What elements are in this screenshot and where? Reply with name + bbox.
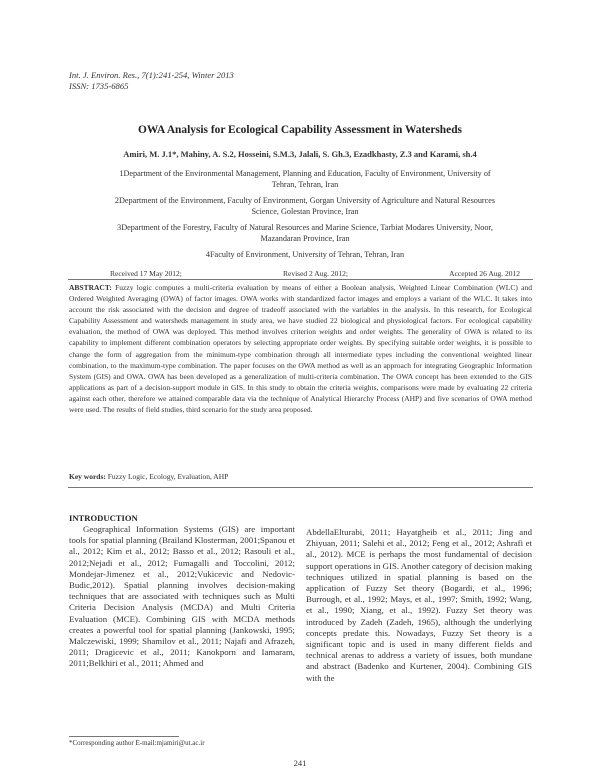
- section-heading-introduction: INTRODUCTION: [69, 513, 138, 523]
- keywords: [69, 472, 228, 481]
- abstract-label: ABSTRACT:: [69, 283, 112, 292]
- intro-right-paragraph: AbdellaElturabi, 2011; Hayatgheib et al., 2011; Jing and Zhiyuan, 2011; Salehi et al., 2012; Feng et al., 2012; Ashrafi et al., 2012). MCE is perhaps the most fundamental of decision support operations in GIS. Another category of decision making techniques utilized in spatial planning is based on the application of Fuzzy Set theory (Bogardi, et al., 1996; Burrough, et al., 1992; Mays, et al., 1997; Smith, 1992; Wang, et al., 1990; Xiang, et al., 1992). Fuzzy Set theory was introduced by Zadeh (Zadeh, 1965), although the underlying concepts predate this. Nowadays, Fuzzy Set theory is a significant topic and is used in many different fields and technical arenas to address a variety of issues, both mundane and abstract (Badenko and Kurtener, 2004). Combining GIS with the: [306, 527, 532, 683]
- revised-date: Revised 2 Aug. 2012;: [283, 269, 349, 278]
- keywords-text: Fuzzy Logic, Ecology, Evaluation, AHP: [105, 472, 229, 481]
- author-list: Amiri, M. J.1*, Mahiny, A. S.2, Hosseini, S.M.3, Jalali, S. Gh.3, Ezadkhasty, Z.3 and Karami, sh.4: [123, 149, 477, 159]
- received-date: Received 17 May 2012;: [110, 269, 182, 278]
- submission-dates: [110, 269, 520, 278]
- abstract-bottom-rule: [68, 487, 533, 488]
- affiliation-4: 4Faculty of Environment, University of Tehran, Tehran, Iran: [205, 250, 405, 259]
- intro-right-column: [306, 527, 532, 684]
- intro-left-paragraph: Geographical Information Systems (GIS) are important tools for spatial planning (Brailand Klosterman, 2001;Spanou et al., 2012; Kim et al., 2012; Basso et al., 2012; Rasouli et al., 2012;Nejadi et al., 2012; Fumagalli and Toccolini, 2012; Mondejar-Jimenez et al., 2012;Vukicevic and Nedovic-Budic,2012). Spatial planning involves decision-making techniques that are associated with techniques such as Multi Criteria Decision Analysis (MCDA) and Multi Criteria Evaluation (MCE). Combining GIS with MCDA methods creates a powerful tool for spatial planning (Jankowski, 1995; Malczewiski, 1999; Shamilov et al., 2011; Najafi and Afrazeh, 2011; Dragicevic et al., 2011; Kanokporn and Iamaram, 2011;Belkhiri et al., 2011; Ahmed and: [69, 524, 295, 669]
- abstract-top-rule: [68, 279, 533, 280]
- affiliation-2: 2Department of the Environment, Faculty of Environment, Gorgan University of Agriculture and Natural Resources Science, Golestan Province, Iran: [114, 196, 496, 216]
- affiliation-3: 3Department of the Forestry, Faculty of Natural Resources and Marine Science, Tarbiat Modares University, Noor, Mazandaran Province, Iran: [117, 223, 493, 243]
- abstract: [69, 282, 532, 415]
- abstract-text: Fuzzy logic computes a multi-criteria evaluation by means of either a Boolean analysis, Weighted Linear Combination (WLC) and Ordered Weighted Averaging (OWA) of factor images. OWA works with standardized factor images and employs a variant of the WLC. It takes into account the risk associated with the decision and degree of tradeoff associated with the variables in the analysis. In this research, for Ecological Capability Assessment and watersheds management in study area, we have studied 22 biological and physiological factors. For ecological capability evaluation, the method of OWA was deployed. This method involves criterion weights and order weights. The generality of OWA is related to its capability to implement different combination operators by selecting appropriate order weights. By specifying suitable order weights, it is possible to change the form of aggregation from the minimum-type combination through all intermediate types including the conventional weighted linear combination, to the maximum-type combination. The paper focuses on the OWA method as well as an approach for integrating Geographic Information System (GIS) and OWA. OWA has been developed as a generalization of multi-criteria combination. The OWA concept has been extended to the GIS applications as part of a decision-support module in GIS. In this study to obtain the criteria weights, comparisons were made by evaluating 22 criteria against each other, therefore we attained comparable data via the technique of Analytical Hierarchy Process (AHP) and five scenarios of OWA method were used. The results of field studies, third scenario for the study area proposed.: [69, 283, 532, 415]
- page-number: 241: [293, 758, 307, 768]
- footnote-rule: [69, 736, 179, 737]
- corresponding-author-footnote: *Corresponding author E-mail:mjamiri@ut.ac.ir: [69, 739, 205, 747]
- keywords-label: Key words:: [69, 472, 106, 481]
- affiliation-1: 1Department of the Environmental Management, Planning and Education, Faculty of Environment, University of Tehran, Tehran, Iran: [119, 169, 491, 189]
- accepted-date: Accepted 26 Aug. 2012: [449, 269, 520, 278]
- journal-citation: Int. J. Environ. Res., 7(1):241-254, Winter 2013: [69, 70, 234, 80]
- journal-header: [69, 70, 234, 92]
- paper-title: OWA Analysis for Ecological Capability Assessment in Watersheds: [138, 124, 462, 136]
- journal-issn: ISSN: 1735-6865: [69, 81, 129, 91]
- intro-left-column: [69, 524, 295, 670]
